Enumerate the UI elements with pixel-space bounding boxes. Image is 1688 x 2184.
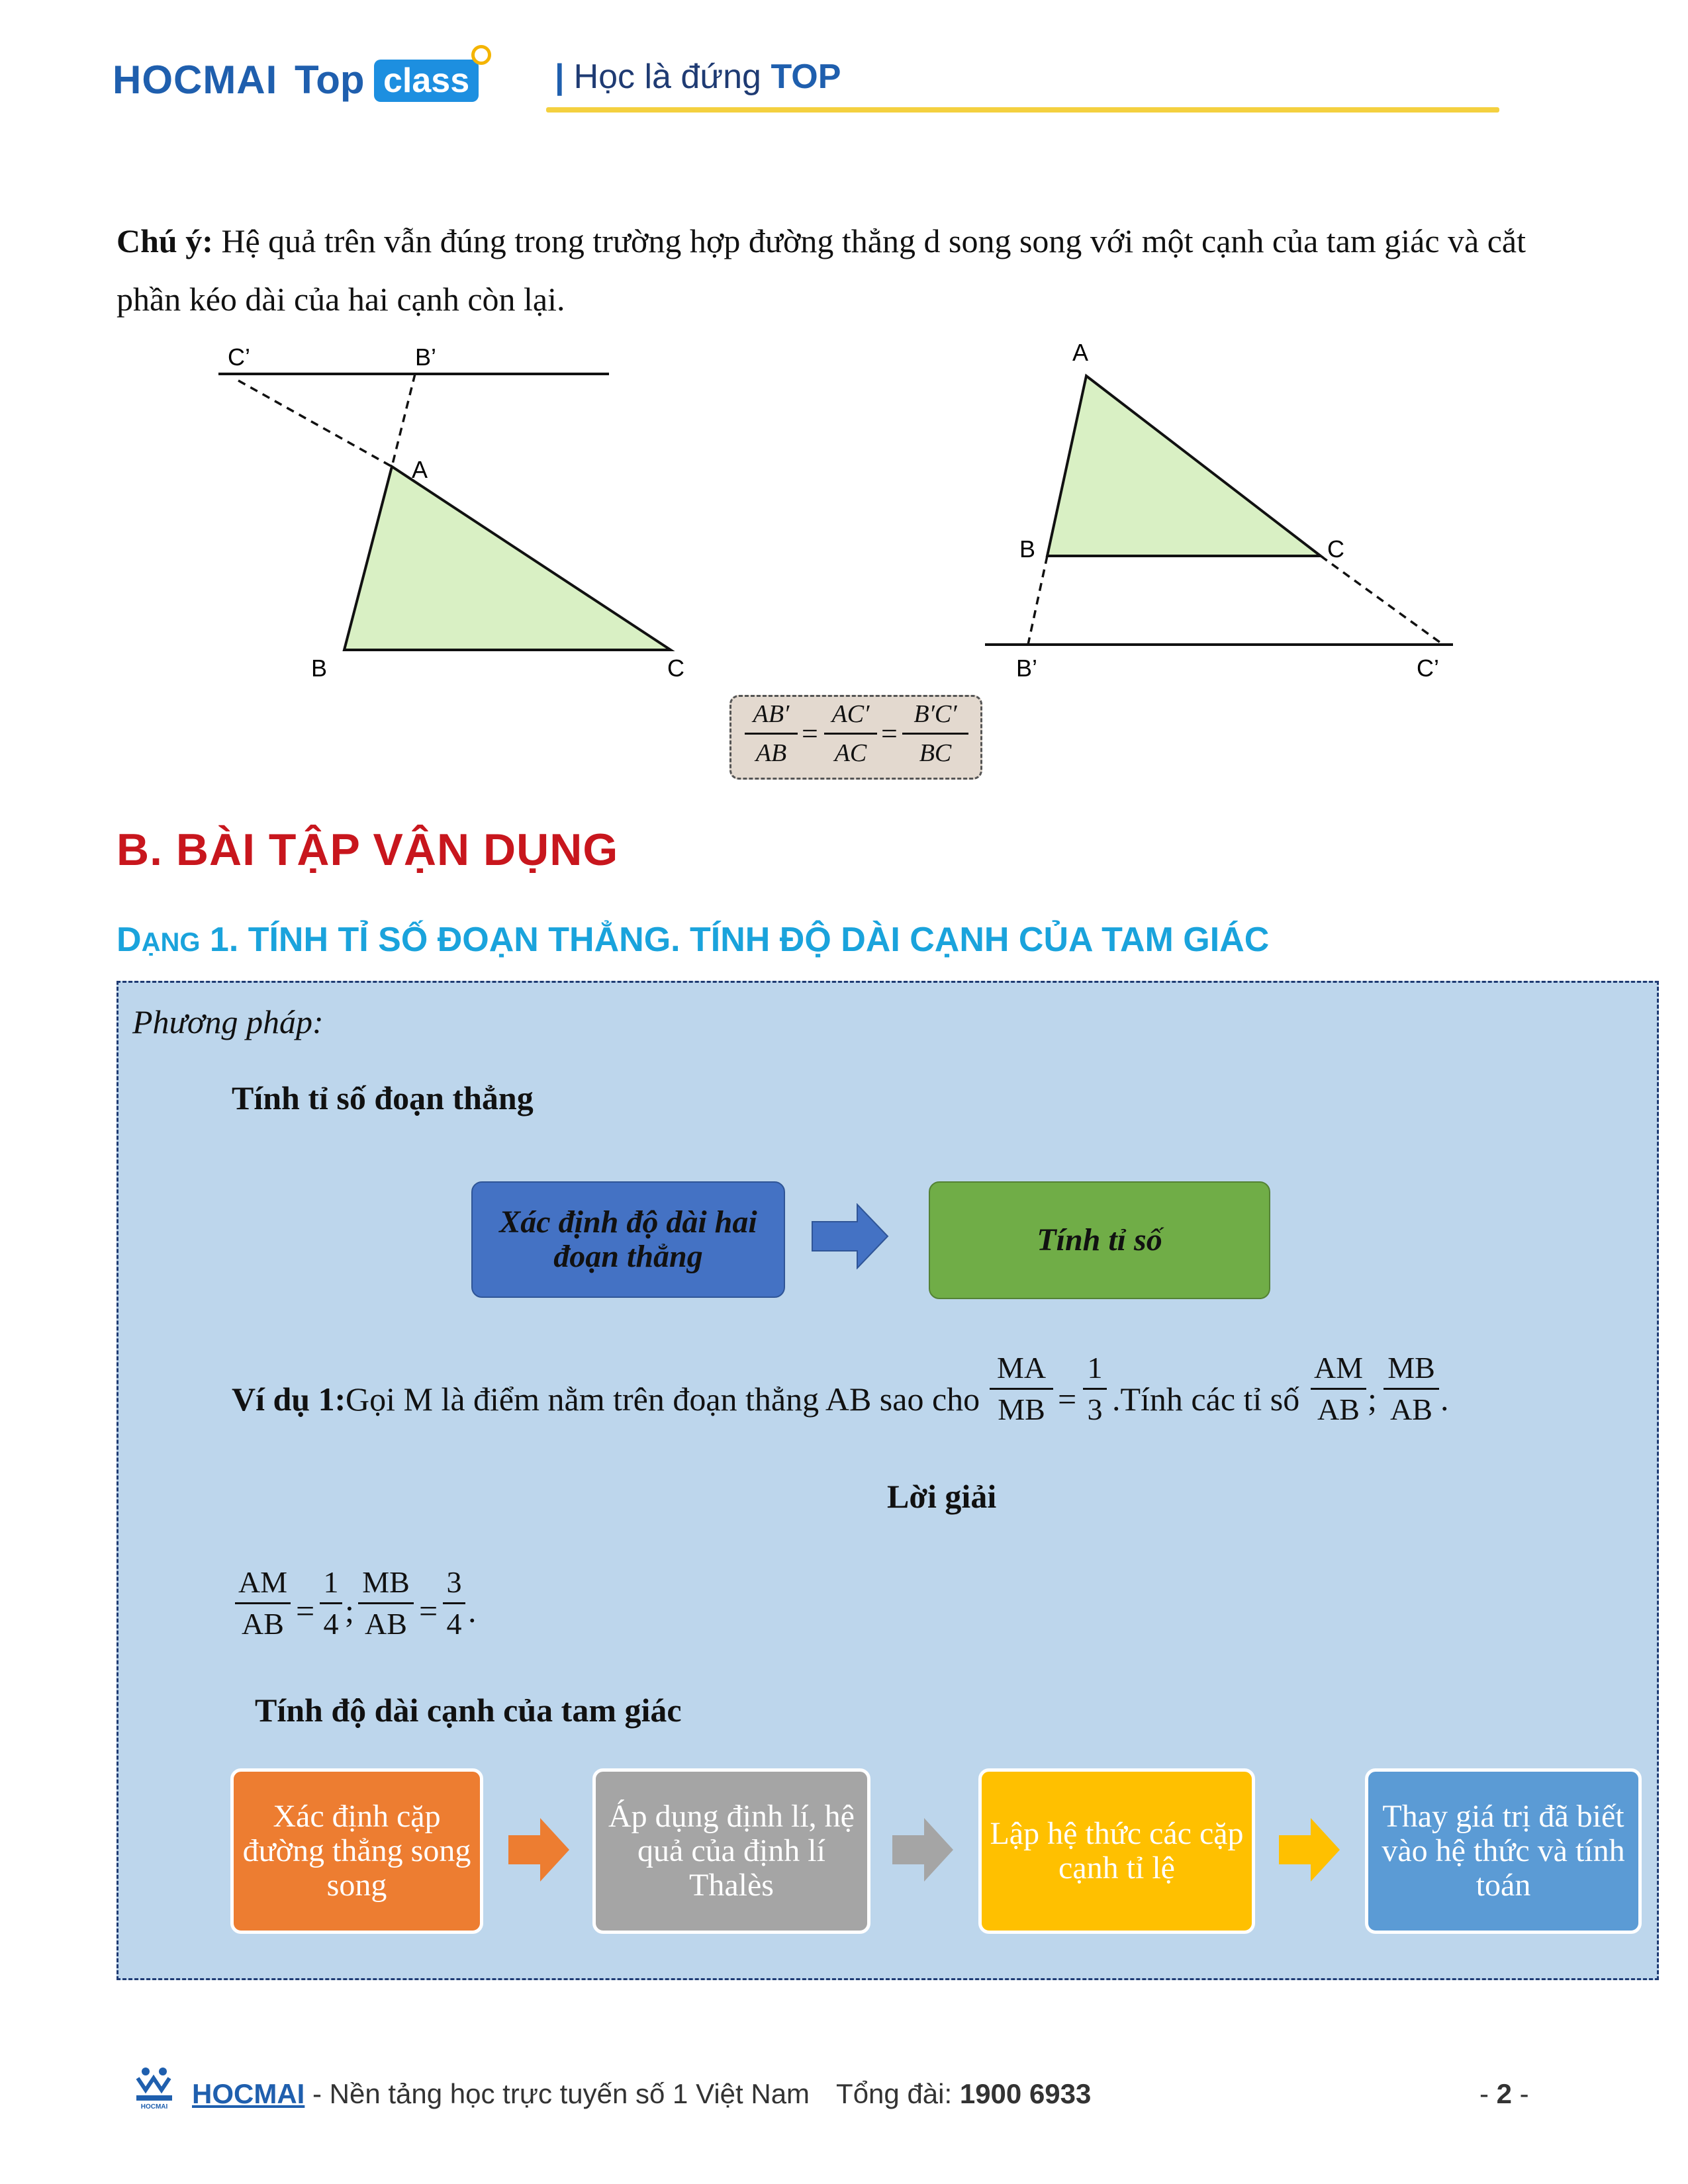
label-b-right: B bbox=[1019, 535, 1036, 563]
solution-title: Lời giải bbox=[887, 1478, 997, 1515]
label-b-prime-right: B’ bbox=[1016, 655, 1038, 682]
extension-ab-left bbox=[392, 374, 415, 467]
page-number: - 2 - bbox=[1479, 2078, 1529, 2109]
flow-step-parallel-lines: Xác định cặp đường thẳng song song bbox=[230, 1768, 483, 1934]
label-a-left: A bbox=[412, 456, 428, 483]
footer-brand-link[interactable]: HOCMAI bbox=[192, 2078, 305, 2109]
thales-figures bbox=[0, 0, 1688, 794]
fraction-ab: AB′ AB bbox=[745, 700, 798, 768]
side-length-subtitle: Tính độ dài cạnh của tam giác bbox=[255, 1692, 682, 1729]
flow-step-apply-thales: Áp dụng định lí, hệ quả của định lí Thalès bbox=[592, 1768, 870, 1934]
tagline-prefix: Học là đứng bbox=[573, 58, 761, 96]
flow-step-set-ratios: Lập hệ thức các cặp cạnh tỉ lệ bbox=[978, 1768, 1255, 1934]
fraction-mb-ab-answer: MB AB bbox=[358, 1563, 414, 1644]
solution-answer: AM AB = 1 4 ; MB AB = 3 4 . bbox=[235, 1565, 566, 1645]
tagline-top: TOP bbox=[771, 58, 841, 96]
equals-sign: = bbox=[802, 717, 818, 750]
arrow-right-icon bbox=[1278, 1817, 1341, 1883]
fraction-one-quarter: 1 4 bbox=[320, 1563, 342, 1644]
flow-step-determine-lengths: Xác định độ dài hai đoạn thẳng bbox=[471, 1181, 785, 1298]
extension-ac-right bbox=[1321, 556, 1443, 645]
thales-ratio-formula bbox=[729, 695, 982, 780]
label-c-right: C bbox=[1327, 535, 1344, 563]
svg-text:HOCMAI: HOCMAI bbox=[140, 2103, 168, 2110]
fraction-bc: B′C′ BC bbox=[902, 700, 968, 768]
example-1: Ví dụ 1: Gọi M là điểm nằm trên đoạn thẳng AB sao cho MA MB = 1 3 .Tính các tỉ số AM AB ; MB AB . bbox=[232, 1367, 1589, 1446]
fraction-mb-ab: MB AB bbox=[1383, 1348, 1439, 1430]
label-c-prime-right: C’ bbox=[1417, 655, 1439, 682]
logo-class: class bbox=[374, 60, 479, 102]
label-c-left: C bbox=[667, 655, 684, 682]
ratio-subtitle: Tính tỉ số đoạn thẳng bbox=[232, 1079, 534, 1116]
label-b-prime-left: B’ bbox=[415, 343, 437, 371]
header-tagline: | Học là đứng TOP bbox=[555, 58, 841, 96]
flow-step-compute-ratio: Tính tỉ số bbox=[929, 1181, 1270, 1299]
logo-hocmai: HOCMAI bbox=[113, 58, 278, 102]
label-a-right: A bbox=[1072, 339, 1089, 366]
arrow-right-icon bbox=[891, 1817, 955, 1883]
extension-ac-left bbox=[238, 381, 392, 467]
fraction-am-ab: AM AB bbox=[1311, 1348, 1366, 1430]
logo-top: Top bbox=[295, 58, 365, 102]
hocmai-footer-logo-icon bbox=[131, 2064, 177, 2110]
arrow-right-icon bbox=[507, 1817, 571, 1883]
section-b-title: B. BÀI TẬP VẬN DỤNG bbox=[117, 825, 619, 875]
triangle-right bbox=[1047, 376, 1321, 556]
fraction-am-ab-answer: AM AB bbox=[235, 1563, 291, 1644]
note-label: Chú ý: bbox=[117, 222, 213, 259]
equals-sign: = bbox=[881, 717, 898, 750]
fraction-ma-mb: MA MB bbox=[990, 1348, 1053, 1430]
example-label: Ví dụ 1: bbox=[232, 1381, 346, 1418]
figure-left bbox=[218, 343, 684, 682]
flow-step-substitute-compute: Thay giá trị đã biết vào hệ thức và tính toán bbox=[1365, 1768, 1642, 1934]
fraction-ac: AC′ AC bbox=[824, 700, 877, 768]
figure-right bbox=[985, 339, 1453, 682]
footer-hotline: 1900 6933 bbox=[959, 2078, 1092, 2109]
footer-text bbox=[192, 2078, 1091, 2110]
note-text: Hệ quả trên vẫn đúng trong trường hợp đường thẳng d song song với một cạnh của tam giác và cắt phần kéo dài của hai cạnh còn lại. bbox=[117, 222, 1526, 318]
fraction-three-quarters: 3 4 bbox=[443, 1563, 465, 1644]
footer-slogan: - Nền tảng học trực tuyến số 1 Việt Nam bbox=[305, 2078, 810, 2109]
triangle-left bbox=[344, 467, 671, 650]
dang1-title: DẠNG 1. TÍNH TỈ SỐ ĐOẠN THẲNG. TÍNH ĐỘ DÀI CẠNH CỦA TAM GIÁC bbox=[117, 921, 1270, 959]
label-b-left: B bbox=[311, 655, 328, 682]
label-c-prime-left: C’ bbox=[228, 343, 250, 371]
footer-hotline-label: Tổng đài: bbox=[836, 2078, 960, 2109]
extension-ab-right bbox=[1028, 556, 1047, 645]
example-text: Gọi M là điểm nằm trên đoạn thẳng AB sao cho bbox=[346, 1381, 980, 1418]
fraction-one-third: 1 3 bbox=[1083, 1348, 1107, 1430]
example-text-2: .Tính các tỉ số bbox=[1112, 1381, 1300, 1418]
method-label: Phương pháp: bbox=[132, 1003, 324, 1040]
arrow-right-icon bbox=[811, 1203, 890, 1269]
